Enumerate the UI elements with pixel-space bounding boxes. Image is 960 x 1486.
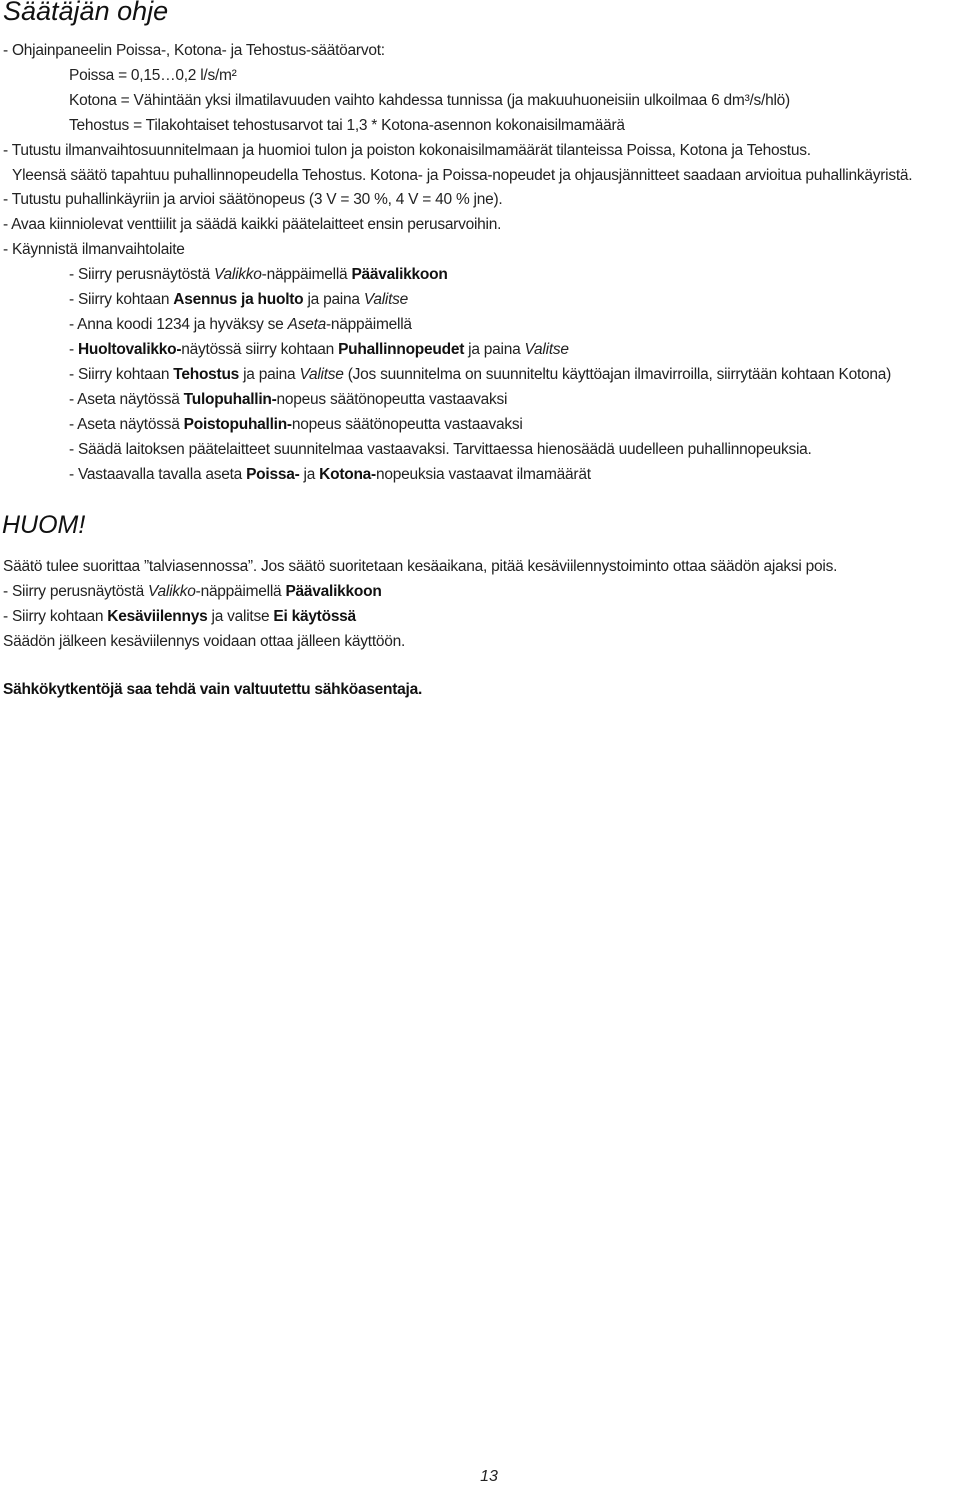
text-span: -näppäimellä	[195, 583, 286, 600]
text-span: Tulopuhallin-	[183, 391, 277, 408]
text-span: -	[69, 341, 78, 358]
step-line	[69, 390, 507, 410]
text-span: Valitse	[363, 291, 409, 308]
text-line: - Avaa kiinniolevat venttiilit ja säädä kaikki päätelaitteet ensin perusarvoihin.	[3, 216, 502, 233]
page-title: Säätäjän ohje	[3, 0, 169, 26]
text-span: - Aseta näytössä	[69, 391, 184, 408]
text-span: Kotona-	[319, 466, 376, 483]
text-span: - Anna koodi 1234 ja hyväksy se	[69, 316, 288, 333]
text-span: - Siirry kohtaan	[69, 366, 174, 383]
text-line: - Tutustu ilmanvaihtosuunnitelmaan ja huomioi tulon ja poiston kokonaisilmamäärät tilanteissa Poissa, Kotona ja Tehostus.	[3, 142, 811, 159]
text-span: Ei käytössä	[273, 608, 356, 625]
note-line	[3, 582, 382, 602]
text-span: Kesäviilennys	[107, 608, 208, 625]
note-line: Säätö tulee suorittaa ”talviasennossa”. Jos säätö suoritetaan kesäaikana, pitää kesäviilennystoiminto ottaa säädön ajaksi pois.	[3, 558, 838, 575]
text-span: Asennus ja huolto	[173, 291, 304, 308]
safety-notice: Sähkökytkentöjä saa tehdä vain valtuutettu sähköasentaja.	[3, 681, 423, 698]
text-span: nopeus säätönopeutta vastaavaksi	[291, 416, 523, 433]
text-span: Tehostus	[173, 366, 240, 383]
text-span: näytössä siirry kohtaan	[181, 341, 339, 358]
text-span: Valikko	[214, 266, 262, 283]
page-number: 13	[480, 1468, 498, 1485]
text-span: - Vastaavalla tavalla aseta	[69, 466, 247, 483]
text-span: ja paina	[464, 341, 525, 358]
text-line: Poissa = 0,15…0,2 l/s/m²	[69, 67, 237, 84]
text-span: -näppäimellä	[326, 316, 412, 333]
text-line: Tehostus = Tilakohtaiset tehostusarvot tai 1,3 * Kotona-asennon kokonaisilmamäärä	[69, 117, 625, 134]
text-span: - Siirry perusnäytöstä	[69, 266, 214, 283]
text-line: Kotona = Vähintään yksi ilmatilavuuden vaihto kahdessa tunnissa (ja makuuhuoneisiin ulkoilmaa 6 dm³/s/hlö)	[69, 92, 790, 109]
step-line	[69, 415, 523, 435]
text-span: Valitse	[299, 366, 344, 383]
text-span: Päävalikkoon	[285, 583, 382, 600]
text-span: - Aseta näytössä	[69, 416, 184, 433]
step-line	[69, 340, 569, 360]
step-line	[69, 290, 408, 310]
text-span: nopeus säätönopeutta vastaavaksi	[276, 391, 508, 408]
step-line	[69, 315, 412, 335]
text-span: ja paina	[303, 291, 364, 308]
text-span: Päävalikkoon	[351, 266, 448, 283]
text-line: - Käynnistä ilmanvaihtolaite	[3, 241, 185, 258]
text-span: Valitse	[524, 341, 569, 358]
text-span: ja valitse	[207, 608, 274, 625]
note-line: Säädön jälkeen kesäviilennys voidaan ottaa jälleen käyttöön.	[3, 633, 406, 650]
text-span: Aseta	[287, 316, 327, 333]
text-line: - Ohjainpaneelin Poissa-, Kotona- ja Tehostus-säätöarvot:	[3, 42, 385, 59]
text-span: -näppäimellä	[261, 266, 352, 283]
text-span: - Siirry kohtaan	[69, 291, 174, 308]
text-span: Poissa-	[246, 466, 300, 483]
text-line: - Tutustu puhallinkäyriin ja arvioi säätönopeus (3 V = 30 %, 4 V = 40 % jne).	[3, 191, 503, 208]
text-span: - Siirry perusnäytöstä	[3, 583, 148, 600]
text-span: ja	[299, 466, 320, 483]
note-line	[3, 607, 356, 627]
step-line	[69, 465, 591, 485]
text-span: nopeuksia vastaavat ilmamäärät	[375, 466, 591, 483]
step-line	[69, 365, 891, 385]
text-span: - Siirry kohtaan	[3, 608, 108, 625]
text-line: Yleensä säätö tapahtuu puhallinnopeudella Tehostus. Kotona- ja Poissa-nopeudet ja ohjausjännitteet saadaan arvioitua puhallinkäyristä.	[12, 167, 913, 184]
huom-heading: HUOM!	[2, 511, 86, 539]
text-span: Valikko	[148, 583, 196, 600]
step-line	[69, 265, 448, 285]
text-span: Huoltovalikko-	[77, 341, 182, 358]
step-line: - Säädä laitoksen päätelaitteet suunnitelmaa vastaavaksi. Tarvittaessa hienosäädä uudelleen puhallinnopeuksia.	[69, 441, 812, 458]
text-span: Poistopuhallin-	[183, 416, 292, 433]
text-span: ja paina	[239, 366, 300, 383]
text-span: (Jos suunnitelma on suunniteltu käyttöajan ilmavirroilla, siirrytään kohtaan Kotona)	[343, 366, 892, 383]
text-span: Puhallinnopeudet	[338, 341, 465, 358]
